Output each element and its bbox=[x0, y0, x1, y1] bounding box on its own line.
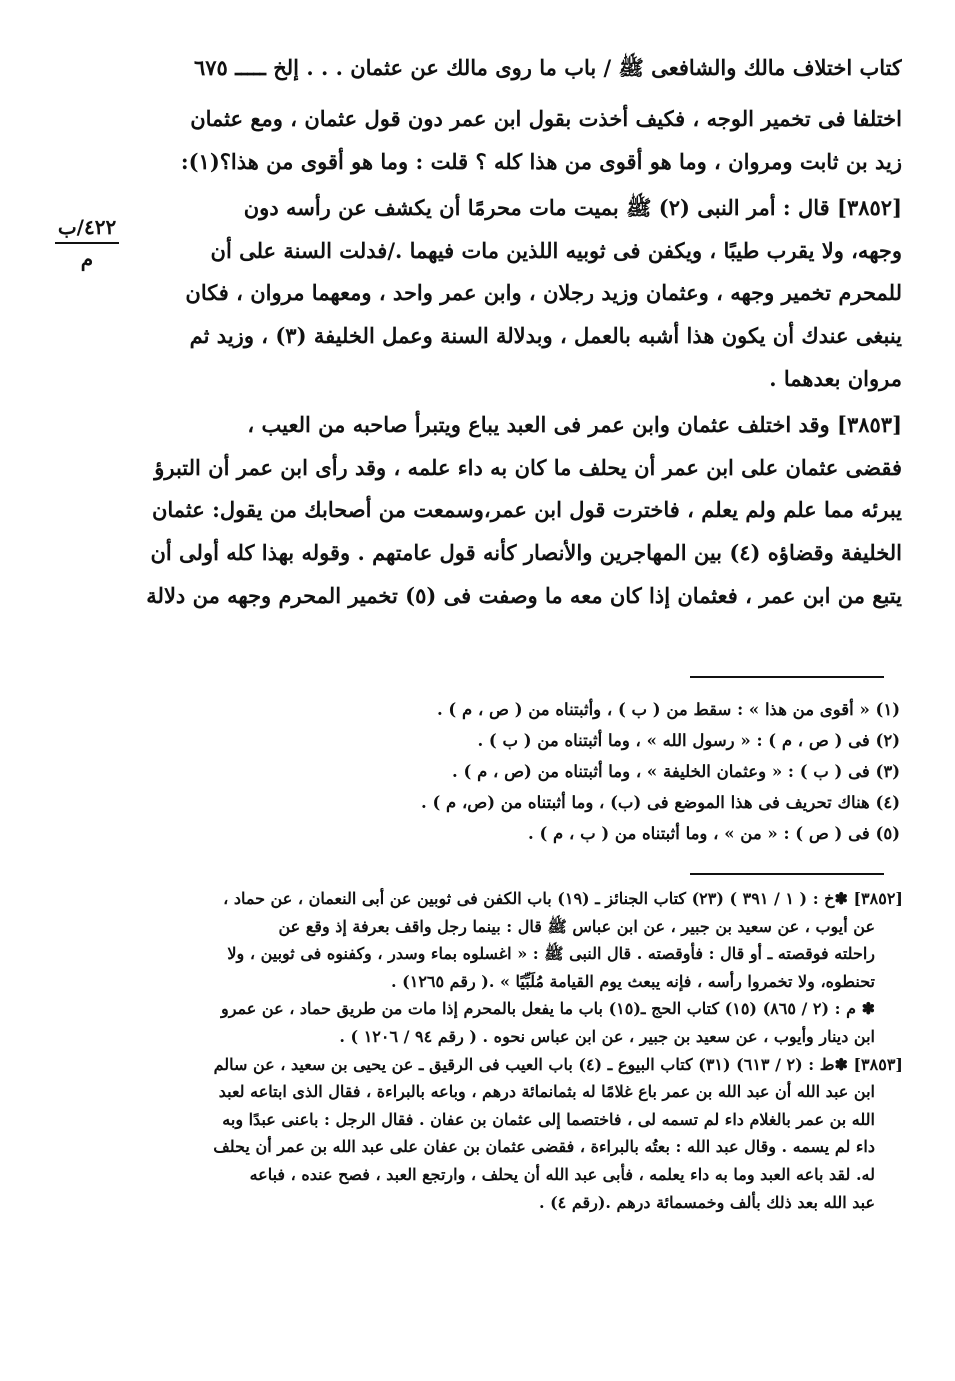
reference-line: [٣٨٥٣] ✽ط : (٢ / ٦١٣) (٣١) كتاب البيوع ـ (٤) باب العيب فى الرقيق ـ عن يحيى بن سعيد ، عن سالم bbox=[213, 1054, 903, 1074]
header-title: كتاب اختلاف مالك والشافعى ﷺ / باب ما روى مالك عن عثمان . . . إلخ ـــــ ٦٧٥ bbox=[194, 55, 902, 80]
paragraph-3852-line: للمحرم تخمير وجهه ، وعثمان وزيد رجلان ، وابن عمر واحد ، ومعهما مروان ، فكان bbox=[185, 280, 902, 306]
folio-divider bbox=[55, 242, 119, 244]
manuscript-folio-note bbox=[55, 214, 119, 272]
main-line: زيد بن ثابت ومروان ، وما هو أقوى من هذا كله ؟ قلت : وما هو أقوى من هذا؟(١): bbox=[180, 148, 902, 174]
references-separator bbox=[690, 873, 884, 875]
reference-line: راحلته فوقصته ـ أو قال : فأوقصته . قال النبى ﷺ : « اغسلوه بماء وسدر ، وكفنوه فى ثوبين ، ولا bbox=[227, 944, 875, 964]
footnote-item: (٤) هناك تحريف فى هذا الموضع فى (ب) ، وما أثبتناه من (ص، م ) . bbox=[420, 793, 900, 812]
paragraph-3852-line: مروان بعدهما . bbox=[769, 365, 902, 391]
reference-line: له. لقد باعه العبد وما به داء يعلمه ، فأبى عبد الله أن يحلف ، وارتجع العبد ، فصح عنده ، فباعه bbox=[249, 1164, 875, 1184]
hadith-references bbox=[148, 885, 903, 1216]
reference-line: ✽ م : (٢ / ٨٦٥) (١٥) كتاب الحج ـ(١٥) باب ما يفعل بالمحرم إذا مات من طريق حماد ، عن عمرو bbox=[220, 999, 875, 1019]
paragraph-3853-line: يتبع من ابن عمر ، فعثمان إذا كان معه ما وصفت فى (٥) تخمير المحرم وجهه من دلالة bbox=[146, 582, 902, 608]
folio-number: ٤٢٢/ب bbox=[57, 215, 117, 239]
footnote-item: (٥) فى ( ص ) : « من » ، وما أثبتناه من ( ب ، م ) . bbox=[528, 824, 900, 843]
folio-manuscript-letter: م bbox=[80, 247, 94, 271]
footnote-item: (٣) فى ( ب ) : « وعثمان الخليفة » ، وما أثبتناه من (ص ، م ) . bbox=[452, 762, 900, 781]
reference-line: ابن عبد الله أن عبد الله بن عمر باع غلامًا له بثمانمائة درهم ، وباعه بالبراءة ، فقال الذى ابتاعه لعبد bbox=[218, 1082, 875, 1102]
paragraph-3852-line: وجهه، ولا يقرب طيبًا ، ويكفن فى ثوبيه اللذين مات فيهما ./فدلت السنة على أن bbox=[210, 237, 902, 263]
reference-line: ابن دينار وأيوب ، عن سعيد بن جبير ، عن ابن عباس نحوه . ( رقم ٩٤ / ١٢٠٦ ) . bbox=[339, 1026, 875, 1046]
paragraph-3852-line: [٣٨٥٢] قال : أمر النبى (٢) ﷺ بميت مات محرمًا أن يكشف عن رأسه دون bbox=[243, 195, 902, 221]
footnotes bbox=[400, 694, 900, 849]
paragraph-3853-line: يبرئه مما علم ولم يعلم ، فاخترت قول ابن عمر،وسمعت من أصحابك من يقول: عثمان bbox=[151, 497, 902, 523]
paragraph-3853-line: [٣٨٥٣] وقد اختلف عثمان وابن عمر فى العبد يباع ويتبرأ صاحبه من العيب ، bbox=[247, 412, 902, 438]
footnote-item: (١) « أقوى من هذا » : سقط من ( ب ) ، وأثبتناه من ( ص ، م ) . bbox=[436, 700, 900, 719]
reference-3853 bbox=[148, 1051, 903, 1217]
reference-3852 bbox=[148, 885, 903, 1051]
paragraph-3853-line: فقضى عثمان على ابن عمر أن يحلف ما كان به داء علمه ، وقد رأى ابن عمر أن التبرؤ bbox=[154, 454, 902, 480]
main-line: اختلفا فى تخمير الوجه ، فكيف أخذت بقول ابن عمر دون قول عثمان ، ومع عثمان bbox=[190, 106, 902, 131]
paragraph-3852-line: ينبغى عندك أن يكون هذا أشبه بالعمل ، وبدلالة السنة وعمل الخليفة (٣) ، وزيد ثم bbox=[189, 322, 902, 348]
reference-line: الله بن عمر بالغلام داء لم تسمه لى ، فاختصما إلى عثمان بن عفان . فقال الرجل : باعنى عبدًا وبه bbox=[222, 1109, 875, 1129]
footnote-separator bbox=[690, 676, 884, 678]
reference-line: عبد الله بعد ذلك بألف وخمسمائة درهم .(رقم ٤) . bbox=[538, 1192, 875, 1212]
main-text bbox=[142, 98, 902, 617]
footnote-item: (٢) فى ( ص ، م ) : « رسول الله » ، وما أثبتناه من ( ب ) . bbox=[477, 731, 900, 750]
running-header bbox=[142, 48, 902, 88]
paragraph-3853-line: الخليفة وقضاؤه (٤) بين المهاجرين والأنصار كأنه قول عامتهم . وقوله بهذا كله أولى أن bbox=[150, 539, 902, 565]
reference-line: [٣٨٥٢] ✽خ : ( ١ / ٣٩١ ) (٢٣) كتاب الجنائز ـ (١٩) باب الكفن فى ثوبين عن أبى النعمان ، عن حماد ، bbox=[223, 889, 903, 908]
reference-line: عن أيوب ، عن سعيد بن جبير ، عن ابن عباس ﷺ قال : بينما رجل واقف بعرفة إذ وقع عن bbox=[278, 916, 875, 936]
reference-line: تحنطوه، ولا تخمروا رأسه ، فإنه يبعث يوم القيامة مُلَبِّيًا » .( رقم ١٢٦٥) . bbox=[391, 971, 875, 991]
reference-line: داء لم يسمه . وقال عبد الله : بعتُه بالبراءة ، فقضى عثمان بن عفان على عبد الله بن عمر أن يحلف bbox=[213, 1137, 875, 1157]
